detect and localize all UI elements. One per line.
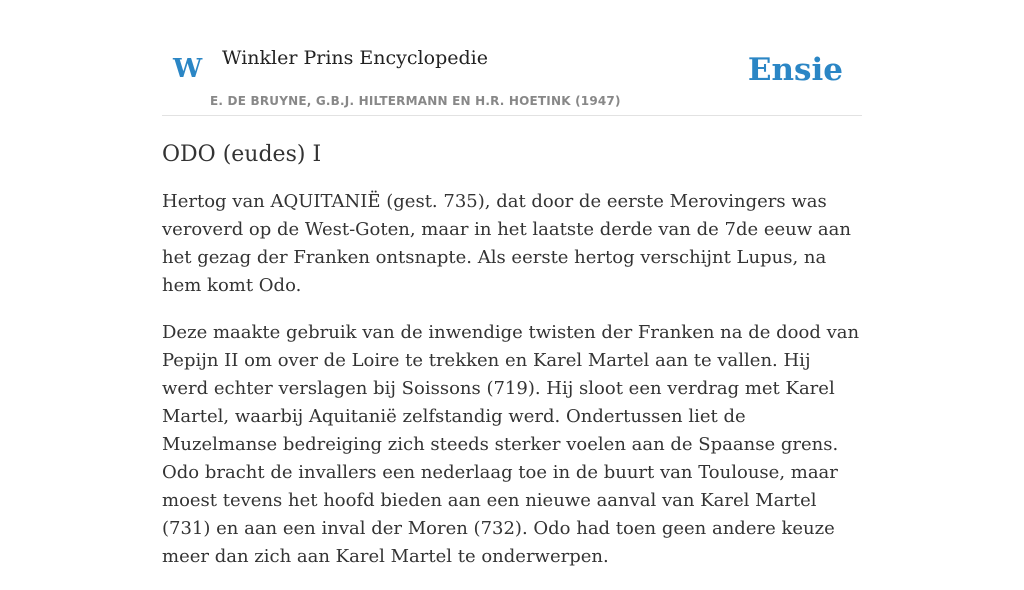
encyclopedia-title[interactable]: Winkler Prins Encyclopedie — [222, 47, 488, 69]
ensie-brand-logo[interactable]: Ensie — [747, 52, 843, 88]
article-paragraph: Deze maakte gebruik van de inwendige twisten der Franken na de dood van Pepijn II om over de Loire te trekken en Karel Martel aan te vallen. Hij werd echter verslagen bij Soissons (719). Hij sloot een verdrag met Karel Martel, waarbij Aquitanië zelfstandig werd. Ondertussen liet de Muzelmanse bedreiging zich steeds sterker voelen aan de Spaanse grens. Odo bracht de invallers een nederlaag toe in de buurt van Toulouse, maar moest tevens het hoofd bieden aan een nieuwe aanval van Karel Martel (731) en aan een inval der Moren (732). Odo had toen geen andere keuze meer dan zich aan Karel Martel te onderwerpen. — [162, 322, 860, 567]
winkler-prins-logo[interactable]: W — [173, 54, 203, 84]
entry-title: ODO (eudes) I — [162, 142, 322, 167]
article-body — [162, 136, 862, 590]
site-header — [162, 0, 862, 116]
article-paragraph: Hertog van AQUITANIË (gest. 735), dat door de eerste Merovingers was veroverd op de West-Goten, maar in het laatste derde van de 7de eeuw aan het gezag der Franken ontsnapte. Als eerste hertog verschijnt Lupus, na hem komt Odo. — [162, 191, 851, 296]
encyclopedia-authors: E. DE BRUYNE, G.B.J. HILTERMANN EN H.R. HOETINK (1947) — [210, 94, 621, 108]
